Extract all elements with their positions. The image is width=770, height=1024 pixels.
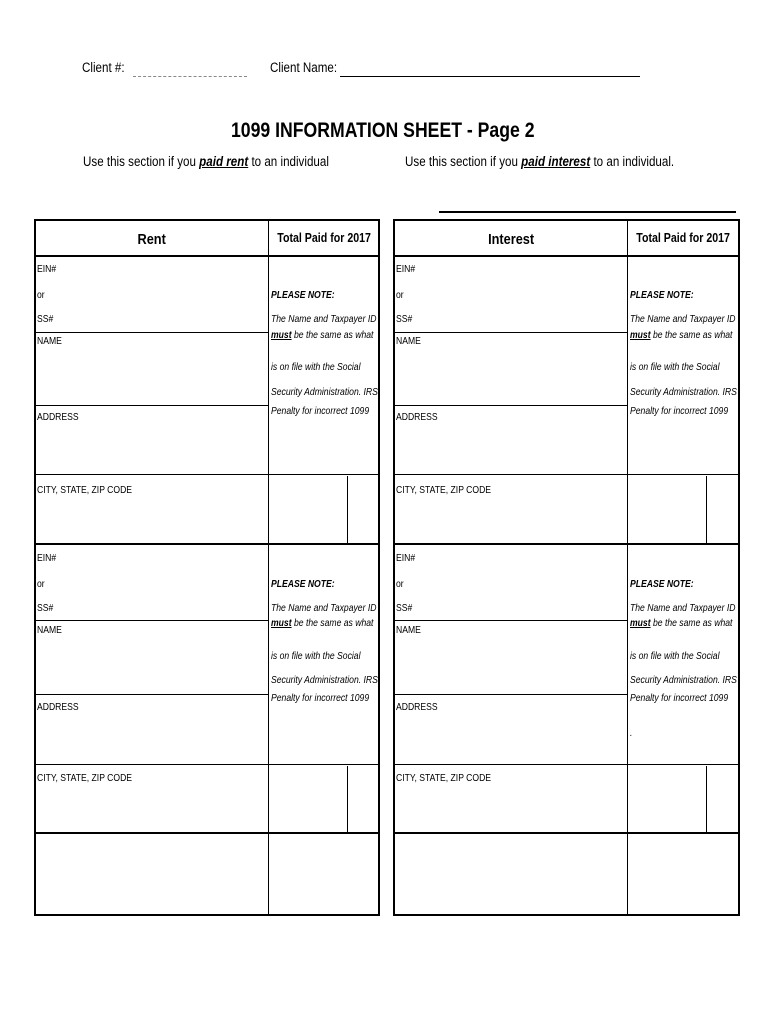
rent-block-divider-2	[34, 832, 380, 834]
rent-small-divider-1	[347, 476, 348, 543]
client-name-label: Client Name:	[270, 60, 338, 75]
interest-note-line2-1: must be the same as what	[630, 329, 733, 341]
rent-block-divider-1	[34, 543, 380, 545]
rent-header-divider	[34, 255, 380, 257]
rent-name-line-2	[34, 620, 268, 621]
rent-address-label-2: ADDRESS	[37, 701, 79, 713]
rent-city-line-1	[34, 474, 380, 475]
interest-note-heading-1: PLEASE NOTE:	[630, 289, 694, 301]
interest-header-divider	[393, 255, 740, 257]
interest-city-line-2	[393, 764, 740, 765]
interest-ss-label-2: SS#	[396, 602, 413, 614]
rent-note-line5-2: Penalty for incorrect 1099	[271, 692, 370, 704]
interest-address-label-1: ADDRESS	[396, 411, 438, 423]
rent-note-line4-1: Security Administration. IRS	[271, 386, 378, 398]
rent-note-line3-1: is on file with the Social	[271, 361, 361, 373]
rent-ss-label-1: SS#	[37, 313, 54, 325]
interest-name-line-1	[393, 332, 627, 333]
client-name-field[interactable]	[340, 76, 640, 77]
interest-note-line3-1: is on file with the Social	[630, 361, 720, 373]
rent-ein-label-2: EIN#	[37, 552, 57, 564]
rent-city-label-2: CITY, STATE, ZIP CODE	[37, 772, 133, 784]
interest-instruction: Use this section if you paid interest to an individual.	[405, 154, 675, 169]
rent-note-line1-2: The Name and Taxpayer ID	[271, 602, 377, 614]
interest-note-line1-2: The Name and Taxpayer ID	[630, 602, 736, 614]
rent-name-line-1	[34, 332, 268, 333]
rent-column-header: Rent	[137, 230, 167, 248]
interest-note-line5-1: Penalty for incorrect 1099	[630, 405, 729, 417]
interest-address-line-2	[393, 694, 627, 695]
rent-col-divider	[268, 219, 269, 916]
rent-city-line-2	[34, 764, 380, 765]
interest-city-label-2: CITY, STATE, ZIP CODE	[396, 772, 492, 784]
rent-note-line1-1: The Name and Taxpayer ID	[271, 313, 377, 325]
rent-small-divider-2	[347, 766, 348, 832]
interest-block-divider-1	[393, 543, 740, 545]
interest-col-divider	[627, 219, 628, 916]
interest-address-line-1	[393, 405, 627, 406]
interest-note-heading-2: PLEASE NOTE:	[630, 578, 694, 590]
interest-name-label-1: NAME	[396, 335, 421, 347]
interest-city-label-1: CITY, STATE, ZIP CODE	[396, 484, 492, 496]
rent-note-heading-2: PLEASE NOTE:	[271, 578, 335, 590]
interest-address-label-2: ADDRESS	[396, 701, 438, 713]
rent-note-line4-2: Security Administration. IRS	[271, 674, 378, 686]
interest-extra-line	[439, 211, 736, 213]
rent-address-label-1: ADDRESS	[37, 411, 79, 423]
interest-ss-label-1: SS#	[396, 313, 413, 325]
rent-ss-label-2: SS#	[37, 602, 54, 614]
interest-note-line1-1: The Name and Taxpayer ID	[630, 313, 736, 325]
client-number-label: Client #:	[82, 60, 125, 75]
interest-or-label-1: or	[396, 289, 404, 301]
interest-name-line-2	[393, 620, 627, 621]
rent-name-label-2: NAME	[37, 624, 62, 636]
rent-note-heading-1: PLEASE NOTE:	[271, 289, 335, 301]
interest-or-label-2: or	[396, 578, 404, 590]
interest-ein-label-2: EIN#	[396, 552, 416, 564]
interest-note-line4-1: Security Administration. IRS	[630, 386, 737, 398]
rent-note-line5-1: Penalty for incorrect 1099	[271, 405, 370, 417]
rent-or-label-1: or	[37, 289, 45, 301]
interest-ein-label-1: EIN#	[396, 263, 416, 275]
interest-note-line3-2: is on file with the Social	[630, 650, 720, 662]
rent-note-line2-1: must be the same as what	[271, 329, 374, 341]
interest-note-line4-2: Security Administration. IRS	[630, 674, 737, 686]
interest-column-header: Interest	[487, 230, 535, 248]
rent-or-label-2: or	[37, 578, 45, 590]
rent-note-line3-2: is on file with the Social	[271, 650, 361, 662]
rent-address-line-1	[34, 405, 268, 406]
interest-city-line-1	[393, 474, 740, 475]
interest-block-divider-2	[393, 832, 740, 834]
interest-name-label-2: NAME	[396, 624, 421, 636]
interest-small-divider-2	[706, 766, 707, 832]
interest-small-divider-1	[706, 476, 707, 543]
interest-note-line2-2: must be the same as what	[630, 617, 733, 629]
page-title: 1099 INFORMATION SHEET - Page 2	[231, 119, 535, 142]
rent-ein-label-1: EIN#	[37, 263, 57, 275]
rent-instruction: Use this section if you paid rent to an individual	[83, 154, 329, 169]
interest-total-header: Total Paid for 2017	[636, 231, 731, 245]
rent-name-label-1: NAME	[37, 335, 62, 347]
rent-note-line2-2: must be the same as what	[271, 617, 374, 629]
rent-total-header: Total Paid for 2017	[277, 231, 371, 245]
rent-city-label-1: CITY, STATE, ZIP CODE	[37, 484, 133, 496]
client-number-field[interactable]	[133, 76, 247, 77]
interest-note-line5-2: Penalty for incorrect 1099	[630, 692, 729, 704]
rent-address-line-2	[34, 694, 268, 695]
interest-note-dot: .	[630, 727, 633, 739]
